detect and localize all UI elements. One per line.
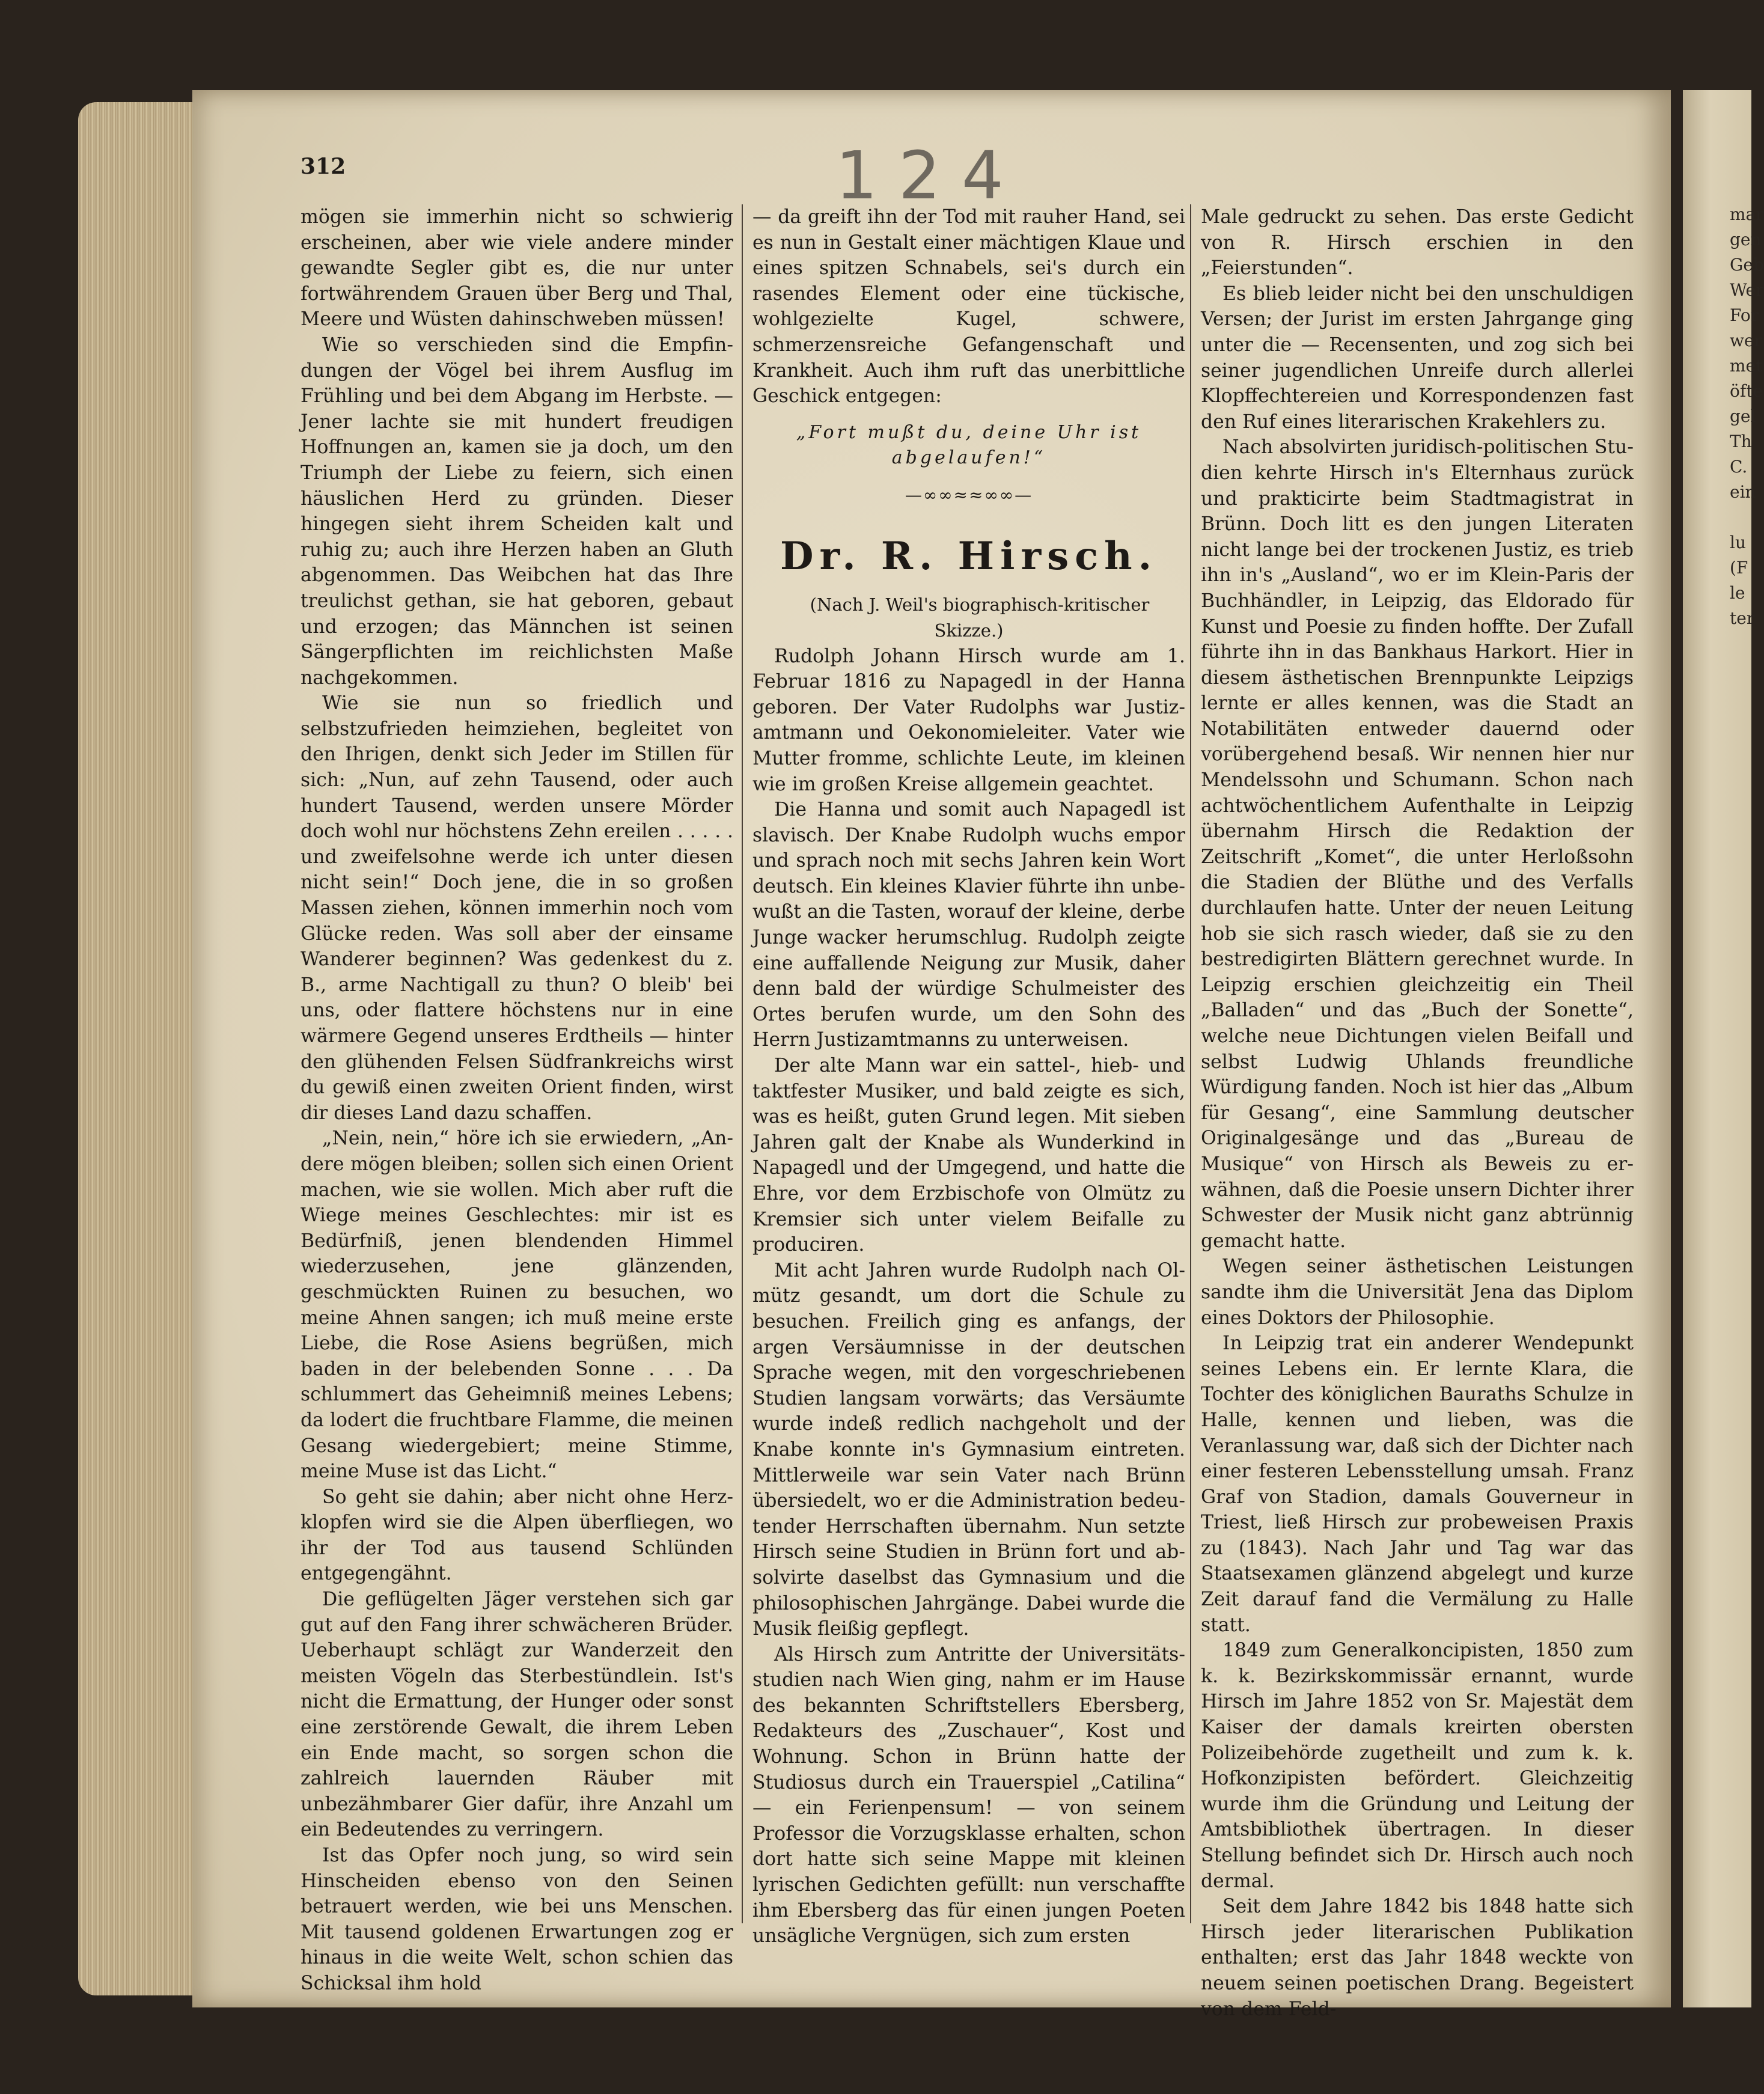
facing-page-fragment: mar — [1730, 204, 1764, 224]
paragraph: So geht sie dahin; aber nicht ohne Herzklopfen wird sie die Alpen überfliegen, wo ihr der Tod aus tausend Schlünden entgegengähnt. — [301, 1486, 733, 1585]
facing-page-fragment: met — [1730, 356, 1763, 376]
paragraph: Male gedruckt zu sehen. Das erste Gedicht von R. Hirsch erschien in den „Feierstunden“. — [1201, 206, 1634, 279]
text-column-1 — [301, 204, 733, 1994]
paragraph: Rudolph Johann Hirsch wurde am 1. Februar 1816 zu Napagedl in der Hanna geboren. Der Vater Rudolphs war Justizamtmann und Oekonomieleiter. Vater wie Mutter fromme, schlichte Leute, im kleinen wie im großen Kreise allgemein geachtet. — [752, 645, 1185, 795]
facing-page-fragment: C. — [1730, 457, 1748, 477]
paragraph: Die geflügelten Jäger verstehen sich gar gut auf den Fang ihrer schwächeren Brüder. Ueberhaupt schlägt zur Wanderzeit den meisten Vögeln das Sterbestündlein. Ist's nicht die Ermattung, der Hunger oder sonst eine zerstörende Gewalt, die ihrem Leben ein Ende macht, so sorgen schon die zahlreich lauernden Räuber mit unbezähmbarer Gier dafür, ihre Anzahl um ein Bedeutendes zu verringern. — [301, 1589, 733, 1841]
facing-page-fragment: ein — [1730, 482, 1756, 502]
article-body — [752, 644, 1185, 1949]
paragraph: In Leipzig trat ein anderer Wendepunkt seines Lebens ein. Er lernte Klara, die Tochter des königlichen Bauraths Schulze in Halle, kennen und lieben, was die Veranlassung war, daß sich der Dichter nach einer festeren Lebensstellung umsah. Franz Graf von Stadion, damals Gouverneur in Triest, ließ Hirsch zur probeweisen Praxis zu (1843). Nach Jahr und Tag war das Staatsexamen glänzend abgelegt und kurze Zeit darauf fand die Vermälung zu Halle statt. — [1201, 1332, 1634, 1636]
facing-page-fragment: For — [1730, 305, 1759, 325]
paragraph: Als Hirsch zum Antritte der Universitätsstudien nach Wien ging, nahm er im Hause des bekannten Schriftstellers Ebersberg, Redakteurs des „Zuschauer“, Kost und Wohnung. Schon in Brünn hatte der Studiosus durch ein Trauerspiel „Catilina“ — ein Ferienpensum! — von seinem Professor die Vorzugsklasse erhalten, schon dort hatte sich seine Mappe mit kleinen lyrischen Gedichten gefüllt: nun verschaffte ihm Ebersberg das für einen jungen Poeten unsägliche Vergnügen, sich zum ersten — [752, 1643, 1185, 1947]
paragraph: mögen sie immerhin nicht so schwierig erscheinen, aber wie viele andere minder gewandte Segler gibt es, die nur unter fortwährendem Grauen über Berg und Thal, Meere und Wüsten dahinschweben müssen! — [301, 206, 733, 331]
facing-page-fragment: Wer — [1730, 280, 1764, 300]
facing-page-fragment: gel — [1730, 406, 1756, 426]
paragraph: 1849 zum Generalkoncipisten, 1850 zum k. k. Bezirkskommissär ernannt, wurde Hirsch im Jahre 1852 von Sr. Majestät dem Kaiser der damals kreirten obersten Polizeibehörde zugetheilt und zum k. k. Hofkonzipisten befördert. Gleichzeitig wurde ihm die Gründung und Leitung der Amtsbibliothek übertragen. In dieser Stellung befindet sich Dr. Hirsch auch noch dermal. — [1201, 1640, 1634, 1892]
facing-page-fragment: öfte — [1730, 381, 1763, 401]
facing-page-fragment: gen — [1730, 230, 1762, 249]
ornament-divider: —∞∞≈≈∞∞— — [905, 484, 1033, 505]
facing-page-fragment: ter — [1730, 608, 1755, 628]
facing-page-edge — [1683, 90, 1764, 2007]
page-number: 312 — [301, 154, 346, 179]
quotation: „Fort mußt du, deine Uhr ist abgelaufen!“ — [796, 421, 1142, 468]
facing-page-fragment: Geb — [1730, 255, 1764, 275]
text-column-2 — [752, 204, 1185, 1947]
paragraph: Der alte Mann war ein sattel-, hieb- und taktfester Musiker, und bald zeigte es sich, was es heißt, guten Grund legen. Mit sieben Jahren galt der Knabe als Wunderkind in Napagedl und der Umgegend, und hatte die Ehre, vor dem Erzbischofe von Olmütz zu Kremsier sich unter vielem Beifalle zu produciren. — [752, 1055, 1185, 1256]
article-subtitle: (Nach J. Weil's biographisch-kritischer Skizze.) — [810, 594, 1150, 641]
paragraph: Die Hanna und somit auch Napagedl ist slavisch. Der Knabe Rudolph wuchs empor und sprach noch mit sechs Jahren kein Wort deutsch. Ein kleines Klavier führte ihn unbewußt an die Tasten, worauf der kleine, derbe Junge wacker herumschlug. Rudolph zeigte eine auffallende Neigung zur Musik, daher denn bald der würdige Schulmeister des Ortes berufen wurde, um den Sohn des Herrn Justizamtmanns zu unterweisen. — [752, 799, 1185, 1051]
page-edges — [78, 102, 198, 1995]
text-column-3 — [1201, 204, 1634, 2020]
facing-page-fragment: (F — [1730, 558, 1748, 578]
handwritten-ink-mark: 1 2 4 — [835, 137, 1004, 214]
paragraph: Wie so verschieden sind die Empfindungen der Vögel bei ihrem Ausflug im Frühling und bei dem Abgang im Herbste. — Jener lachte sie mit hundert freudigen Hoffnungen an, kamen sie ja doch, um den Triumph der Liebe zu feiern, sich einen häuslichen Herd zu gründen. Dieser hingegen sieht ihrem Scheiden kalt und ruhig zu; auch ihre Herzen haben an Gluth abgenommen. Das Weibchen hat das Ihre treulichst gethan, sie hat geboren, gebaut und erzogen; das Männchen ist seinen Sängerpflichten im reichlichsten Maße nachgekommen. — [301, 334, 733, 689]
paragraph: Wegen seiner ästhetischen Leistungen sandte ihm die Universität Jena das Diplom eines Doktors der Philosophie. — [1201, 1256, 1634, 1329]
paragraph: Nach absolvirten juridisch-politischen Studien kehrte Hirsch in's Elternhaus zurück und prakticirte beim Stadtmagistrat in Brünn. Doch litt es den jungen Literaten nicht lange bei der trockenen Justiz, es trieb ihn in's „Ausland“, wo er im Klein-Paris der Buchhändler, in Leipzig, das Eldorado für Kunst und Poesie zu finden hoffte. Der Zufall führte ihn in das Bankhaus Harkort. Hier in diesem ästhetischen Brennpunkte Leipzigs lernte er alles kennen, was die Stadt an Notabilitäten entweder dauernd oder vorübergehend besaß. Wir nennen hier nur Mendelssohn und Schumann. Schon nach achtwöchentlichem Aufenthalte in Leipzig übernahm Hirsch die Redaktion der Zeitschrift „Komet“, die unter Herloßsohn die Stadien der Blüthe und des Verfalls durchlaufen hatte. Unter der neuen Leitung hob sie sich rasch wieder, daß sie zu den bestredigirten Blättern gerechnet wurde. In Leipzig erschien gleichzeitig ein Theil „Balladen“ und das „Buch der Sonette“, welche neue Dichtungen vielen Beifall und selbst Ludwig Uhlands freundliche Würdigung fanden. Noch ist hier das „Album für Gesang“, eine Sammlung deutscher Originalgesänge und das „Bureau de Musique“ von Hirsch als Beweis zu erwähnen, daß die Poesie unsern Dichter ihrer Schwester der Musik nicht ganz abtrünnig gemacht hatte. — [1201, 436, 1634, 1252]
column-rule — [742, 204, 743, 1923]
column-rule — [1190, 204, 1191, 1923]
facing-page-fragment: wer — [1730, 331, 1762, 350]
paragraph: Es blieb leider nicht bei den unschuldigen Versen; der Jurist im ersten Jahrgange ging unter die — Recensenten, und zog sich bei seiner jugendlichen Unreife durch allerlei Klopffechtereien und Korrespondenzen fast den Ruf eines literarischen Krakehlers zu. — [1201, 282, 1634, 433]
paragraph: — da greift ihn der Tod mit rauher Hand, sei es nun in Gestalt einer mächtigen Klaue und eines spitzen Schnabels, sei's durch ein rasendes Element oder eine tückische, wohlgezielte Kugel, schwere, schmerzensreiche Gefangenschaft und Krankheit. Auch ihm ruft das unerbittliche Geschick entgegen: — [752, 206, 1185, 408]
paragraph: „Nein, nein,“ höre ich sie erwiedern, „Andere mögen bleiben; sollen sich einen Orient machen, wie sie wollen. Mich aber ruft die Wiege meines Geschlechtes: mir ist es Bedürfniß, jenen blendenden Himmel wiederzusehen, jene glänzenden, geschmückten Ruinen zu besuchen, wo meine Ahnen sangen; ich muß meine erste Liebe, die Rose Asiens begrüßen, mich baden in der belebenden Sonne . . . Da schlummert das Geheimniß meines Lebens; da lodert die fruchtbare Flamme, die meinen Gesang wiedergebiert; meine Stimme, meine Muse ist das Licht.“ — [301, 1128, 733, 1483]
article-title: Dr. R. Hirsch. — [780, 534, 1158, 579]
facing-page-fragment: le — [1730, 583, 1745, 603]
paragraph: Seit dem Jahre 1842 bis 1848 hatte sich Hirsch jeder literarischen Publikation enthalten; erst das Jahr 1848 weckte von neuem seinen poetischen Drang. Begeistert von dem Feld- — [1201, 1896, 1634, 2020]
paragraph: Wie sie nun so friedlich und selbstzufrieden heimziehen, begleitet von den Ihrigen, denkt sich Jeder im Stillen für sich: „Nun, auf zehn Tausend, oder auch hundert Tausend, werden unsere Mörder doch wohl nur höchstens Zehn ereilen . . . . . und zweifelsohne werde ich unter diesen nicht sein!“ Doch jene, die in so großen Massen ziehen, können immerhin noch vom Glücke reden. Was soll aber der einsame Wanderer beginnen? Was gedenkest du z. B., arme Nachtigall zu thun? O bleib' bei uns, oder flattere höchstens nur in eine wärmere Gegend unseres Erdtheils — hinter den glühenden Felsen Südfrankreichs wirst du gewiß einen zweiten Orient finden, wirst dir dieses Land dazu schaffen. — [301, 692, 733, 1124]
paragraph: Ist das Opfer noch jung, so wird sein Hinscheiden ebenso von den Seinen betrauert werden, wie bei uns Menschen. Mit tausend goldenen Erwartungen zog er hinaus in die weite Welt, schon schien das Schicksal ihm hold — [301, 1845, 733, 1994]
facing-page-fragment: lu — [1730, 533, 1746, 552]
paragraph: Mit acht Jahren wurde Rudolph nach Olmütz gesandt, um dort die Schule zu besuchen. Freilich ging es anfangs, der argen Versäumnisse in der deutschen Sprache wegen, mit den vorgeschriebenen Studien langsam vorwärts; das Versäumte wurde indeß redlich nachgeholt und der Knabe konnte in's Gymnasium eintreten. Mittlerweile war sein Vater nach Brünn übersiedelt, wo er die Administration bedeutender Herrschaften übernahm. Nun setzte Hirsch seine Studien in Brünn fort und absolvirte daselbst das Gymnasium und die philosophischen Jahrgänge. Dabei wurde die Musik fleißig gepflegt. — [752, 1259, 1185, 1640]
facing-page-fragment: Th — [1730, 432, 1752, 451]
